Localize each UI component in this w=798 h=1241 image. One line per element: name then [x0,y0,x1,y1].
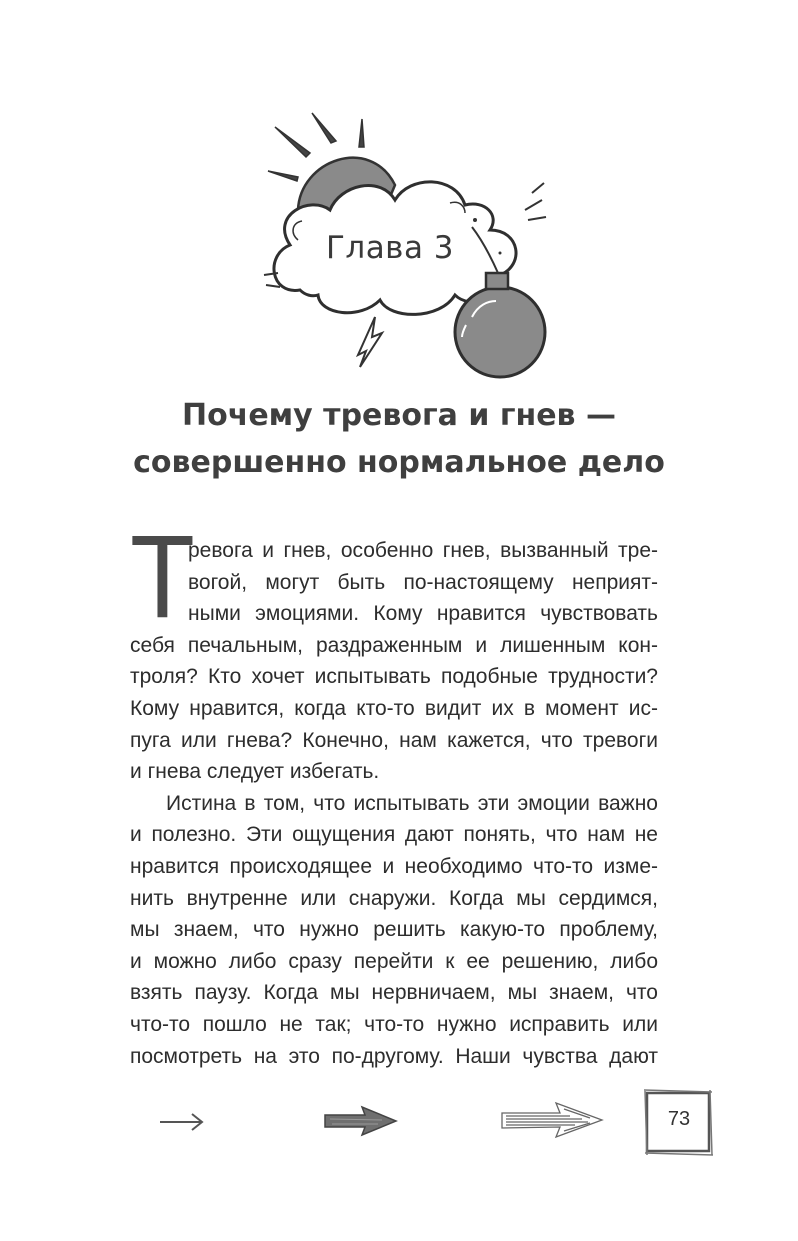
text-line: взять паузу. Когда мы нервничаем, мы знаем, что [130,981,658,1005]
thin-arrow-icon [160,1114,202,1130]
text-line: и полезно. Эти ощущения дают понять, что нам не [130,823,658,847]
drop-cap-lines [188,535,658,630]
title-line-1: Почему тревога и гнев — [182,398,616,433]
text-line: ревога и гнев, особенно гнев, вызванный тре- [188,539,658,562]
page-title [90,392,708,486]
text-line: троля? Кто хочет испытывать подобные трудности? [130,665,658,689]
sketch-arrow-icon [502,1103,602,1137]
chapter-label: Глава 3 [325,230,455,266]
text-line: мы знаем, что нужно решить какую-то проблему, [130,918,658,942]
body-text [130,511,658,1072]
bold-arrow-icon [325,1107,396,1135]
lightning-icon [358,317,382,367]
text-line: ными эмоциями. Кому нравится чувствовать [188,602,658,626]
text-line: посмотреть на это по-другому. Наши чувства дают [130,1044,658,1068]
text-line: Истина в том, что испытывать эти эмоции важно [166,791,658,815]
page-number: 73 [667,1108,691,1130]
text-line: вогой, могут быть по-настоящему неприят- [188,570,658,594]
text-line: нить внутренне или снаружи. Когда мы сердимся, [130,886,658,910]
title-line-2: совершенно нормальное дело [133,445,665,480]
text-line: пуга или гнева? Конечно, нам кажется, что тревоги [130,728,658,752]
drop-cap: Т [130,511,195,643]
drop-cap-block [130,511,658,643]
text-line: и можно либо сразу перейти к ее решению, либо [130,949,658,973]
text-line: что-то пошло не так; что-то нужно исправить или [130,1012,658,1036]
footer-decoration [150,1085,720,1165]
text-line: Кому нравится, когда кто-то видит их в момент ис- [130,696,658,720]
text-line: нравится происходящее и необходимо что-то изме- [130,854,658,878]
text-line: себя печальным, раздраженным и лишенным кон- [130,633,658,657]
text-line: и гнева следует избегать. [130,760,380,784]
